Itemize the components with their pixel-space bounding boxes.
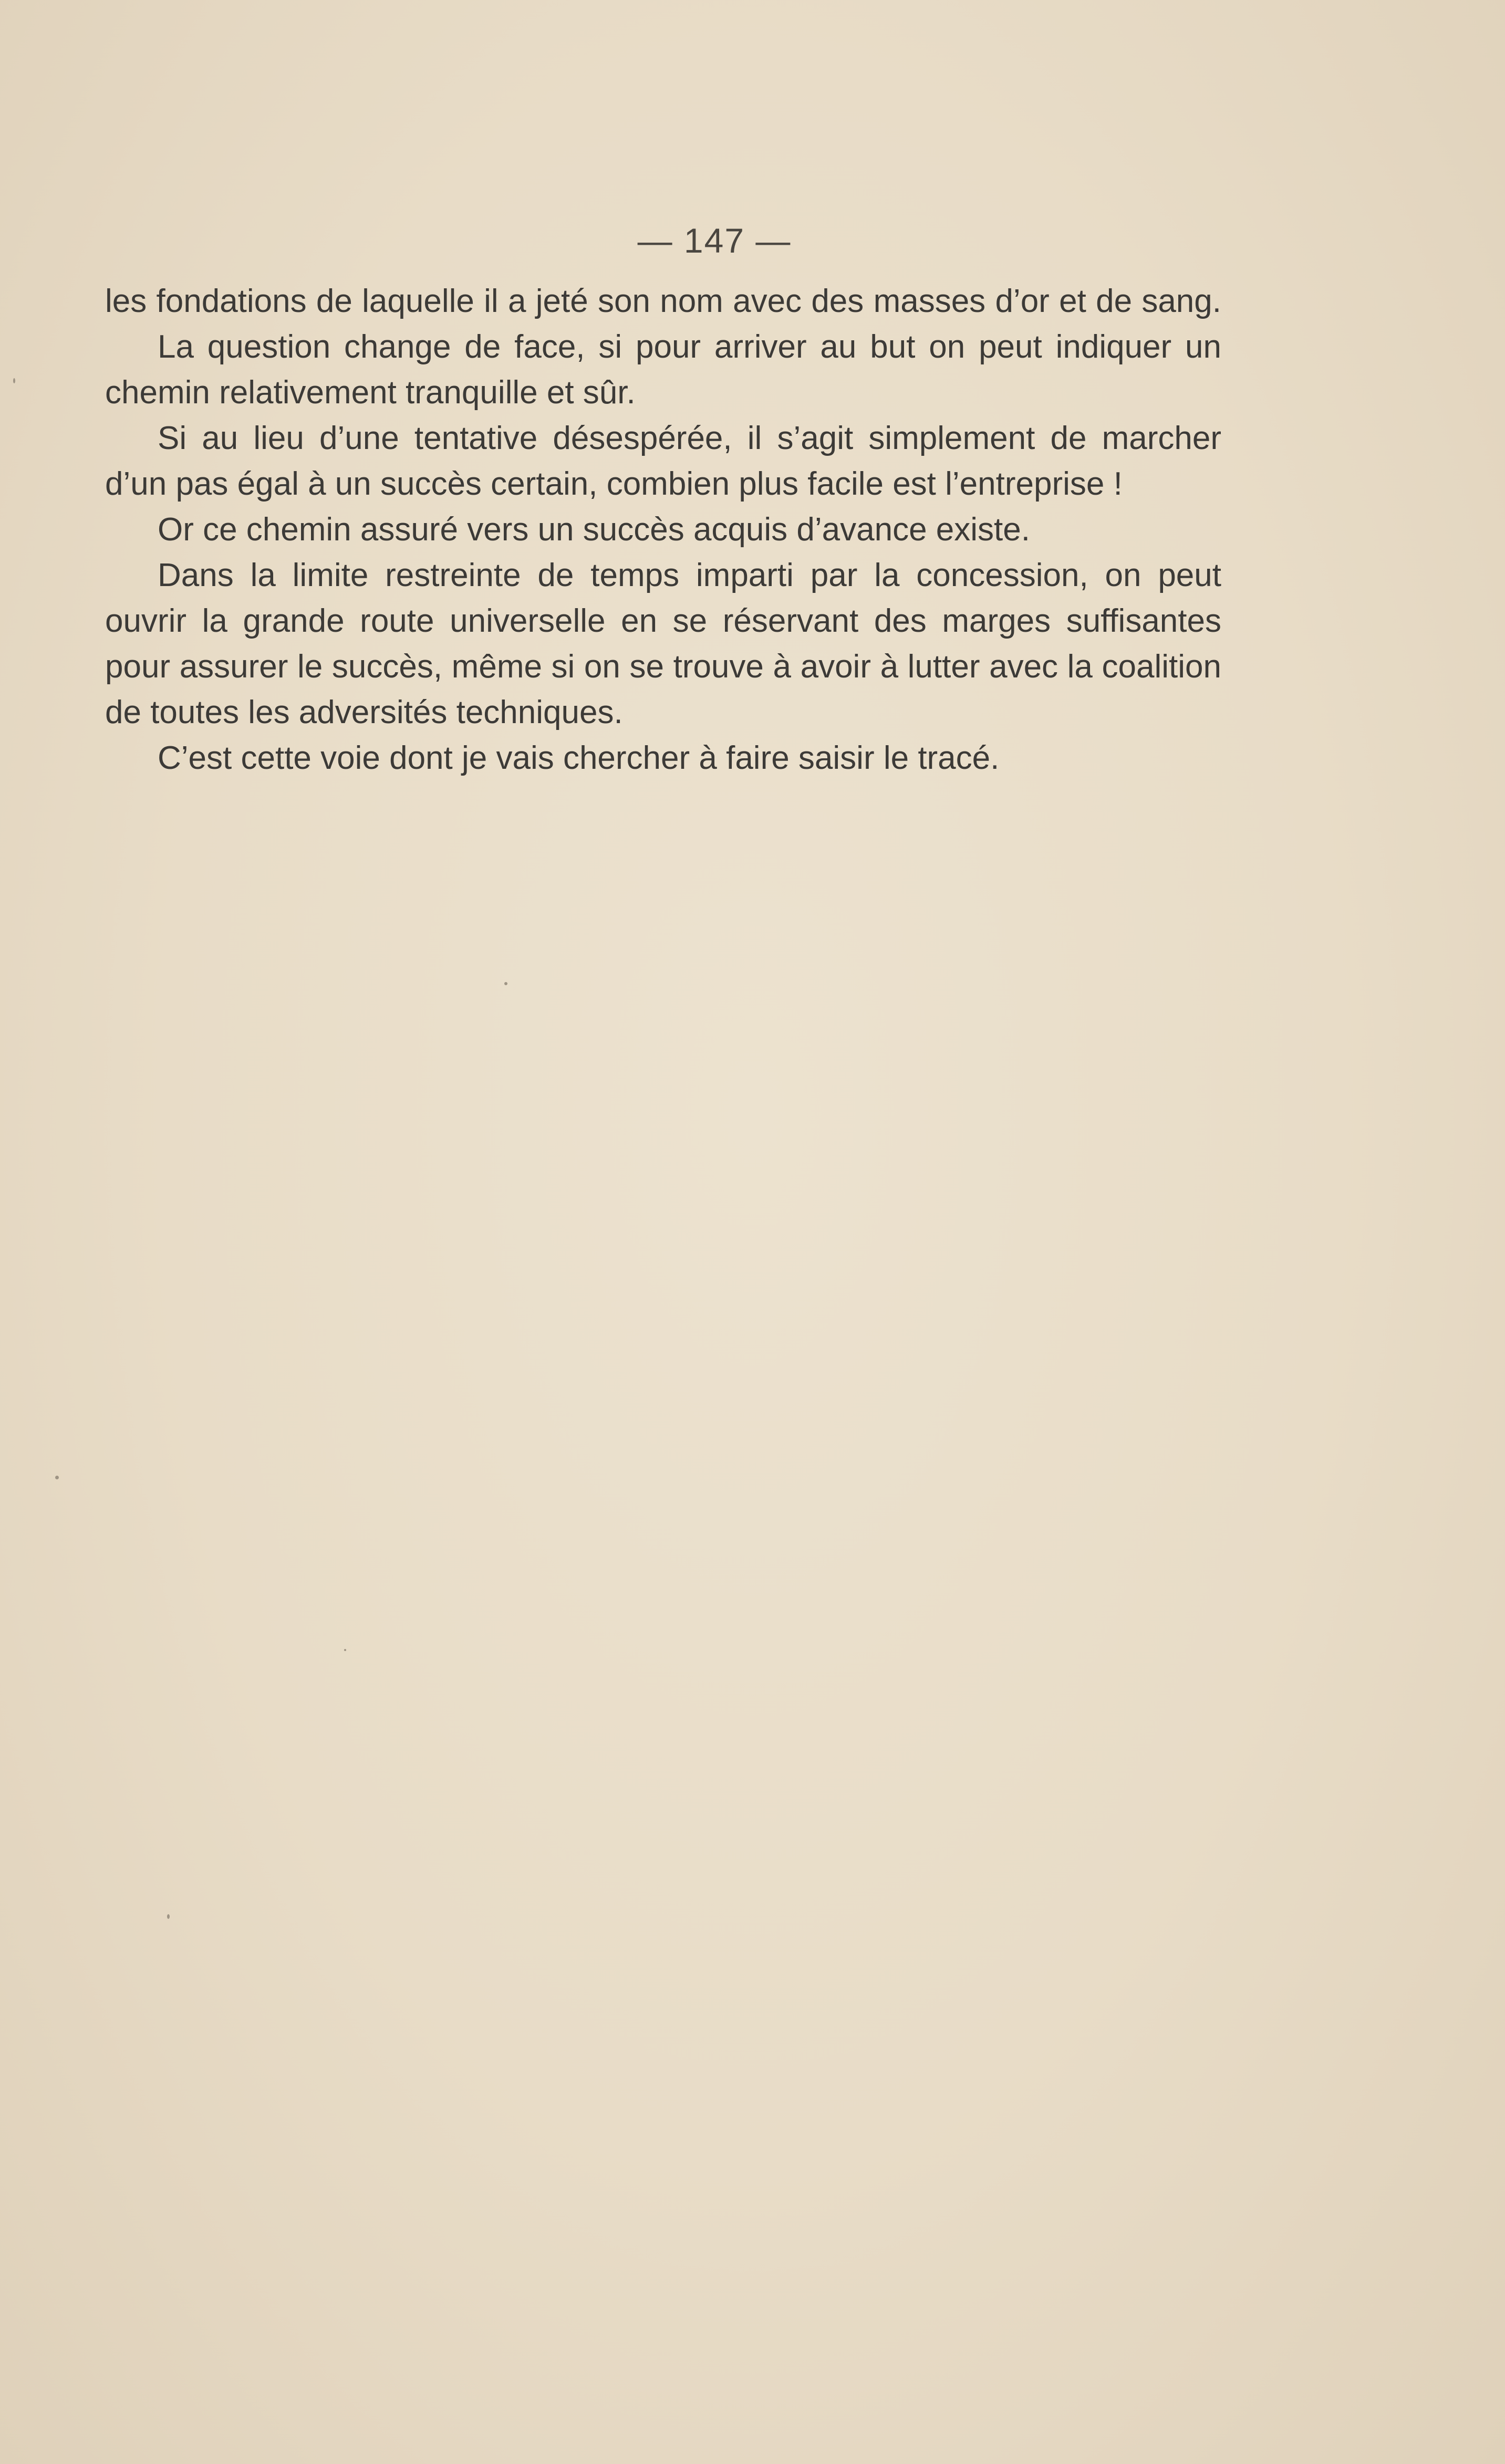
paragraph-voie: C’est cette voie dont je vais chercher à faire saisir le tracé. — [158, 740, 1000, 776]
paragraph-chemin: Or ce chemin assuré vers un succès acquis d’avance existe. — [158, 511, 1030, 548]
paper-speck — [504, 982, 507, 985]
paragraph-limite: Dans la limite restreinte de temps imparti par la concession, on peut ouvrir la grande route universelle en se réservant des marges suffisantes pour assurer le succès, même si on se trouve à avoir à lutter avec la coalition de toutes les adversités techniques. — [105, 557, 1221, 730]
paper-speck — [13, 378, 15, 383]
paragraph-continuation: les fondations de laquelle il a jeté son nom avec des masses d’or et de sang. — [105, 283, 1221, 319]
page-number: — 147 — — [637, 221, 792, 260]
paper-speck — [55, 1476, 59, 1479]
paragraph-tentative: Si au lieu d’une tentative désespérée, il s’agit simplement de marcher d’un pas égal à un succès certain, combien plus facile est l’entreprise ! — [105, 420, 1221, 502]
paragraph-question: La question change de face, si pour arriver au but on peut indiquer un chemin relativement tranquille et sûr. — [105, 329, 1221, 411]
body-text — [105, 278, 1221, 781]
paper-speck — [344, 1649, 346, 1651]
paper-speck — [167, 1914, 170, 1919]
